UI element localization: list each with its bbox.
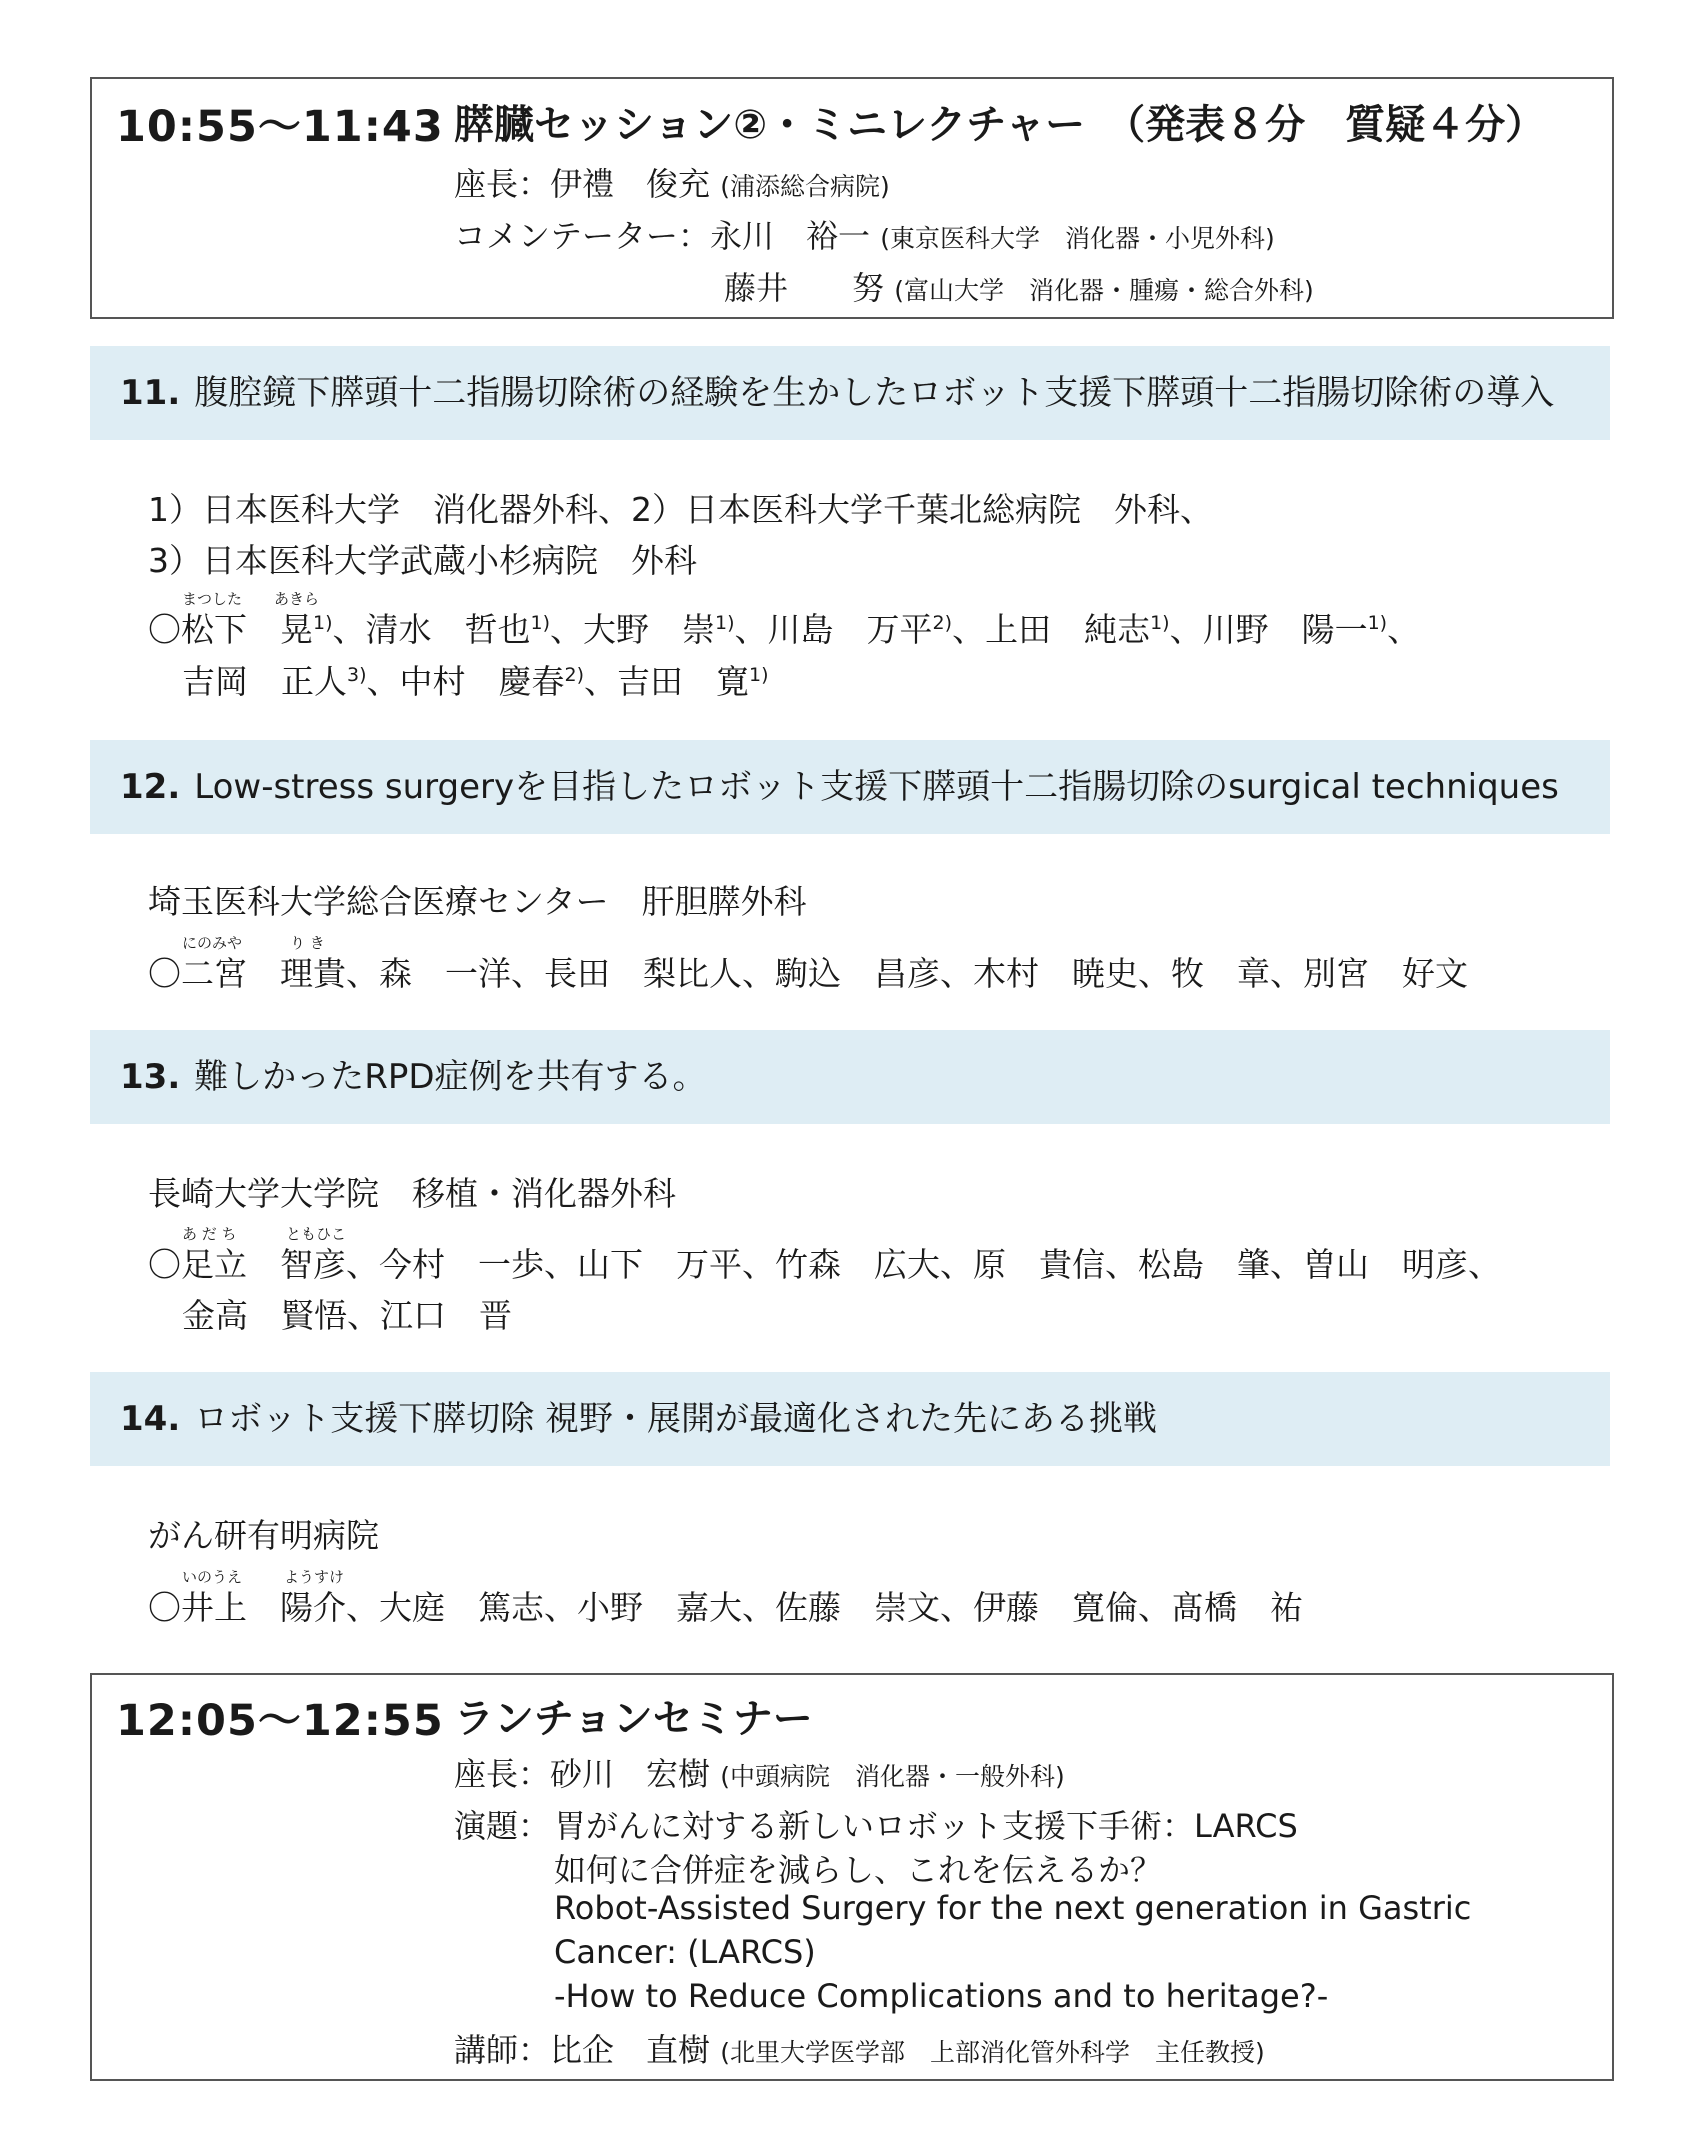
chair-name: 座長：伊禮 俊充 xyxy=(454,165,711,203)
abstract-header xyxy=(90,1030,1610,1124)
commentator2-affiliation: (富山大学 消化器・腫瘍・総合外科) xyxy=(894,276,1314,305)
ruby-reading: まつした xyxy=(182,590,243,608)
commentator-affiliation: (東京医科大学 消化器・小児外科) xyxy=(880,224,1275,253)
lecturer-name: 講師：比企 直樹 xyxy=(454,2031,711,2069)
abstract-title: 11. 腹腔鏡下膵頭十二指腸切除術の経験を生かしたロボット支援下膵頭十二指腸切除術の導入 xyxy=(120,373,1555,413)
abstract-header xyxy=(90,346,1610,440)
affiliation: 長崎大学大学院 移植・消化器外科 xyxy=(148,1174,676,1213)
topic-line: 如何に合併症を減らし、これを伝えるか？ xyxy=(554,1851,1163,1889)
session-title: ランチョンセミナー xyxy=(454,1696,813,1742)
abstract-title: 14. ロボット支援下膵切除 視野・展開が最適化された先にある挑戦 xyxy=(120,1399,1158,1439)
affiliation: 3）日本医科大学武蔵小杉病院 外科 xyxy=(148,541,697,580)
commentator-line xyxy=(454,211,1275,257)
affiliation: 埼玉医科大学総合医療センター 肝胆膵外科 xyxy=(148,882,807,921)
chair-name: 座長：砂川 宏樹 xyxy=(454,1755,711,1793)
ruby-reading: あ だ ち xyxy=(182,1225,237,1243)
session-box-2 xyxy=(90,1673,1614,2081)
topic-line: Robot-Assisted Surgery for the next generation in Gastric xyxy=(554,1889,1472,1927)
ruby-reading: ともひこ xyxy=(286,1225,347,1243)
abstract-header xyxy=(90,740,1610,834)
abstract-number: 11. xyxy=(120,373,181,413)
affiliation: がん研有明病院 xyxy=(148,1516,379,1555)
commentator-name: コメンテーター：永川 裕一 xyxy=(454,217,871,255)
session-time: 10:55〜11:43 xyxy=(116,102,444,152)
ruby-reading: いのうえ xyxy=(182,1568,243,1586)
author-list: 金高 賢悟、江口 晋 xyxy=(182,1296,512,1335)
chair-affiliation: (中頭病院 消化器・一般外科) xyxy=(720,1762,1065,1791)
session-box-1 xyxy=(90,77,1614,319)
topic-line: Cancer: (LARCS) xyxy=(554,1933,816,1971)
session-title: 膵臓セッション②・ミニレクチャー （発表８分 質疑４分） xyxy=(454,102,1546,148)
commentator2-line xyxy=(724,263,1314,309)
ruby-reading: にのみや xyxy=(182,934,243,952)
author-list: 〇井上 陽介、大庭 篤志、小野 嘉大、佐藤 崇文、伊藤 寛倫、髙橋 祐 xyxy=(148,1588,1303,1627)
lecturer-affiliation: (北里大学医学部 上部消化管外科学 主任教授) xyxy=(720,2038,1265,2067)
author-list: 〇足立 智彦、今村 一歩、山下 万平、竹森 広大、原 貴信、松島 肇、曽山 明彦、 xyxy=(148,1245,1501,1284)
abstract-number: 13. xyxy=(120,1057,181,1097)
abstract-header xyxy=(90,1372,1610,1466)
ruby-reading: り き xyxy=(290,934,325,952)
abstract-number: 12. xyxy=(120,767,181,807)
chair-affiliation: (浦添総合病院) xyxy=(720,172,890,201)
topic-line: 胃がんに対する新しいロボット支援下手術：LARCS xyxy=(554,1807,1298,1845)
abstract-title: 13. 難しかったRPD症例を共有する。 xyxy=(120,1057,707,1097)
ruby-reading: ようすけ xyxy=(284,1568,345,1586)
author-list: 〇松下 晃$^{1)}$、清水 哲也$^{1)}$、大野 崇$^{1)}$、川島 万平$^{2)}$、上田 純志$^{1)}$、川野 陽一$^{1)}$、 xyxy=(148,610,1421,649)
lecturer-line xyxy=(454,2025,1265,2071)
topic-label: 演題： xyxy=(454,1807,551,1845)
author-list: 〇二宮 理貴、森 一洋、長田 梨比人、駒込 昌彦、木村 暁史、牧 章、別宮 好文 xyxy=(148,954,1468,993)
chair-line xyxy=(454,159,890,205)
ruby-reading: あきら xyxy=(274,590,320,608)
topic-line: -How to Reduce Complications and to heritage?- xyxy=(554,1977,1329,2015)
abstract-number: 14. xyxy=(120,1399,181,1439)
commentator2-name: 藤井 努 xyxy=(724,269,885,307)
session-time: 12:05〜12:55 xyxy=(116,1696,444,1746)
abstract-title: 12. Low-stress surgeryを目指したロボット支援下膵頭十二指腸切除のsurgical techniques xyxy=(120,767,1559,807)
author-list: 吉岡 正人$^{3)}$、中村 慶春$^{2)}$、吉田 寛$^{1)}$ xyxy=(182,662,769,701)
chair-line xyxy=(454,1749,1065,1795)
affiliation: 1）日本医科大学 消化器外科、2）日本医科大学千葉北総病院 外科、 xyxy=(148,490,1213,529)
